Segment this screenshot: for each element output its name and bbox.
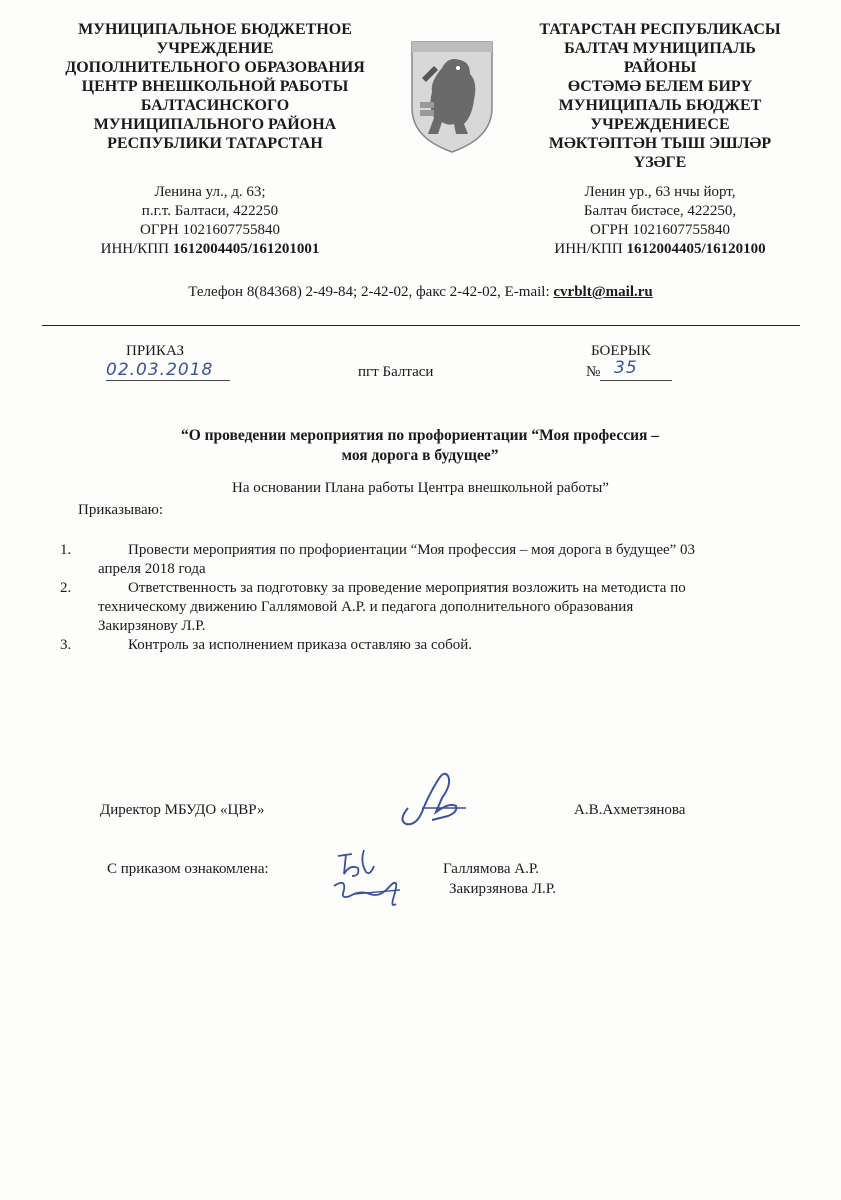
- order-number: 35: [614, 358, 638, 378]
- acquainted-name: Галлямова А.Р.: [443, 861, 540, 877]
- header-left-line: ЦЕНТР ВНЕШКОЛЬНОЙ РАБОТЫ: [81, 78, 349, 95]
- header-left-line: БАЛТАСИНСКОГО: [140, 97, 290, 114]
- number-underline: [600, 380, 672, 381]
- header-left-line: УЧРЕЖДЕНИЕ: [156, 40, 274, 57]
- order-title-line: моя дорога в будущее”: [341, 447, 499, 464]
- header-left-line: МУНИЦИПАЛЬНОЕ БЮДЖЕТНОЕ: [78, 21, 352, 38]
- address-street: Ленина ул., д. 63;: [154, 184, 266, 200]
- order-items-list: [60, 541, 790, 655]
- header-left-org: [30, 20, 400, 153]
- list-item: [60, 579, 790, 636]
- list-item: [60, 636, 790, 655]
- order-number-prefix: №: [586, 364, 601, 380]
- header-right-line: ӨСТӘМӘ БЕЛЕМ БИРҮ: [567, 78, 753, 95]
- coat-of-arms-emblem: [408, 38, 496, 156]
- header-right-line: ҮЗӘГЕ: [633, 154, 687, 171]
- order-label-tt: БОЕРЫК: [591, 343, 651, 359]
- list-item-line: Закирзянову Л.Р.: [98, 618, 206, 634]
- address-inn: [520, 240, 800, 259]
- list-item-line: апреля 2018 года: [98, 561, 206, 577]
- contacts-line: [0, 284, 841, 301]
- order-title-line: “О проведении мероприятия по профориентации “Моя профессия –: [180, 427, 660, 444]
- header-right-line: МУНИЦИПАЛЬ БЮДЖЕТ: [558, 97, 762, 114]
- header-left-line: РЕСПУБЛИКИ ТАТАРСТАН: [107, 135, 323, 152]
- list-item-line: Провести мероприятия по профориентации “Моя профессия – моя дорога в будущее” 03: [128, 542, 696, 558]
- list-item-number: 1.: [60, 542, 72, 558]
- header-right-line: МӘКТӘПТӘН ТЫШ ЭШЛӘР: [548, 135, 772, 152]
- order-verb: Приказываю:: [78, 502, 163, 518]
- director-signature: [392, 768, 472, 830]
- list-item-line: Контроль за исполнением приказа оставляю за собой.: [128, 637, 473, 653]
- contacts-text: Телефон 8(84368) 2-49-84; 2-42-02, факс 2-42-02, E-mail:: [188, 284, 554, 300]
- list-item-number: 2.: [60, 580, 72, 596]
- address-inn-value: 1612004405/16120100: [626, 241, 766, 257]
- order-date: 02.03.2018: [106, 360, 214, 380]
- email-link[interactable]: cvrblt@mail.ru: [553, 284, 653, 300]
- header-left-line: МУНИЦИПАЛЬНОГО РАЙОНА: [93, 116, 337, 133]
- address-inn: [60, 240, 360, 259]
- address-town: п.г.т. Балтаси, 422250: [141, 203, 279, 219]
- list-item-line: Ответственность за подготовку за проведение мероприятия возложить на методиста по: [128, 580, 686, 596]
- address-inn-value: 1612004405/161201001: [172, 241, 320, 257]
- header-right-line: РАЙОНЫ: [623, 59, 697, 76]
- header-right-line: ТАТАРСТАН РЕСПУБЛИКАСЫ: [539, 21, 781, 38]
- address-ogrn: ОГРН 1021607755840: [140, 222, 280, 238]
- acquainted-signatures: [330, 846, 410, 912]
- order-basis: На основании Плана работы Центра внешкольной работы”: [232, 480, 609, 496]
- acquainted-name: Закирзянова Л.Р.: [449, 881, 556, 897]
- list-item-line: техническому движению Галлямовой А.Р. и педагога дополнительного образования: [98, 599, 634, 615]
- address-inn-prefix: ИНН/КПП: [100, 241, 173, 257]
- header-right-line: БАЛТАЧ МУНИЦИПАЛЬ: [564, 40, 756, 57]
- address-left: [60, 183, 360, 259]
- order-title: [80, 426, 760, 466]
- address-town: Балтач бистәсе, 422250,: [583, 203, 737, 219]
- address-right: [520, 183, 800, 259]
- header-left-line: ДОПОЛНИТЕЛЬНОГО ОБРАЗОВАНИЯ: [65, 59, 365, 76]
- order-label-ru: ПРИКАЗ: [126, 343, 184, 359]
- list-item: [60, 541, 790, 579]
- acquainted-label: С приказом ознакомлена:: [107, 861, 269, 877]
- address-street: Ленин ур., 63 нчы йорт,: [584, 184, 736, 200]
- list-item-number: 3.: [60, 637, 72, 653]
- header-divider: [42, 325, 800, 326]
- header-right-line: УЧРЕЖДЕНИЕСЕ: [590, 116, 730, 133]
- address-ogrn: ОГРН 1021607755840: [590, 222, 730, 238]
- header-right-org: [500, 20, 820, 172]
- director-name: А.В.Ахметзянова: [574, 802, 686, 818]
- date-underline: [106, 380, 230, 381]
- order-place: пгт Балтаси: [358, 364, 434, 380]
- director-title: Директор МБУДО «ЦВР»: [100, 802, 265, 818]
- address-inn-prefix: ИНН/КПП: [554, 241, 627, 257]
